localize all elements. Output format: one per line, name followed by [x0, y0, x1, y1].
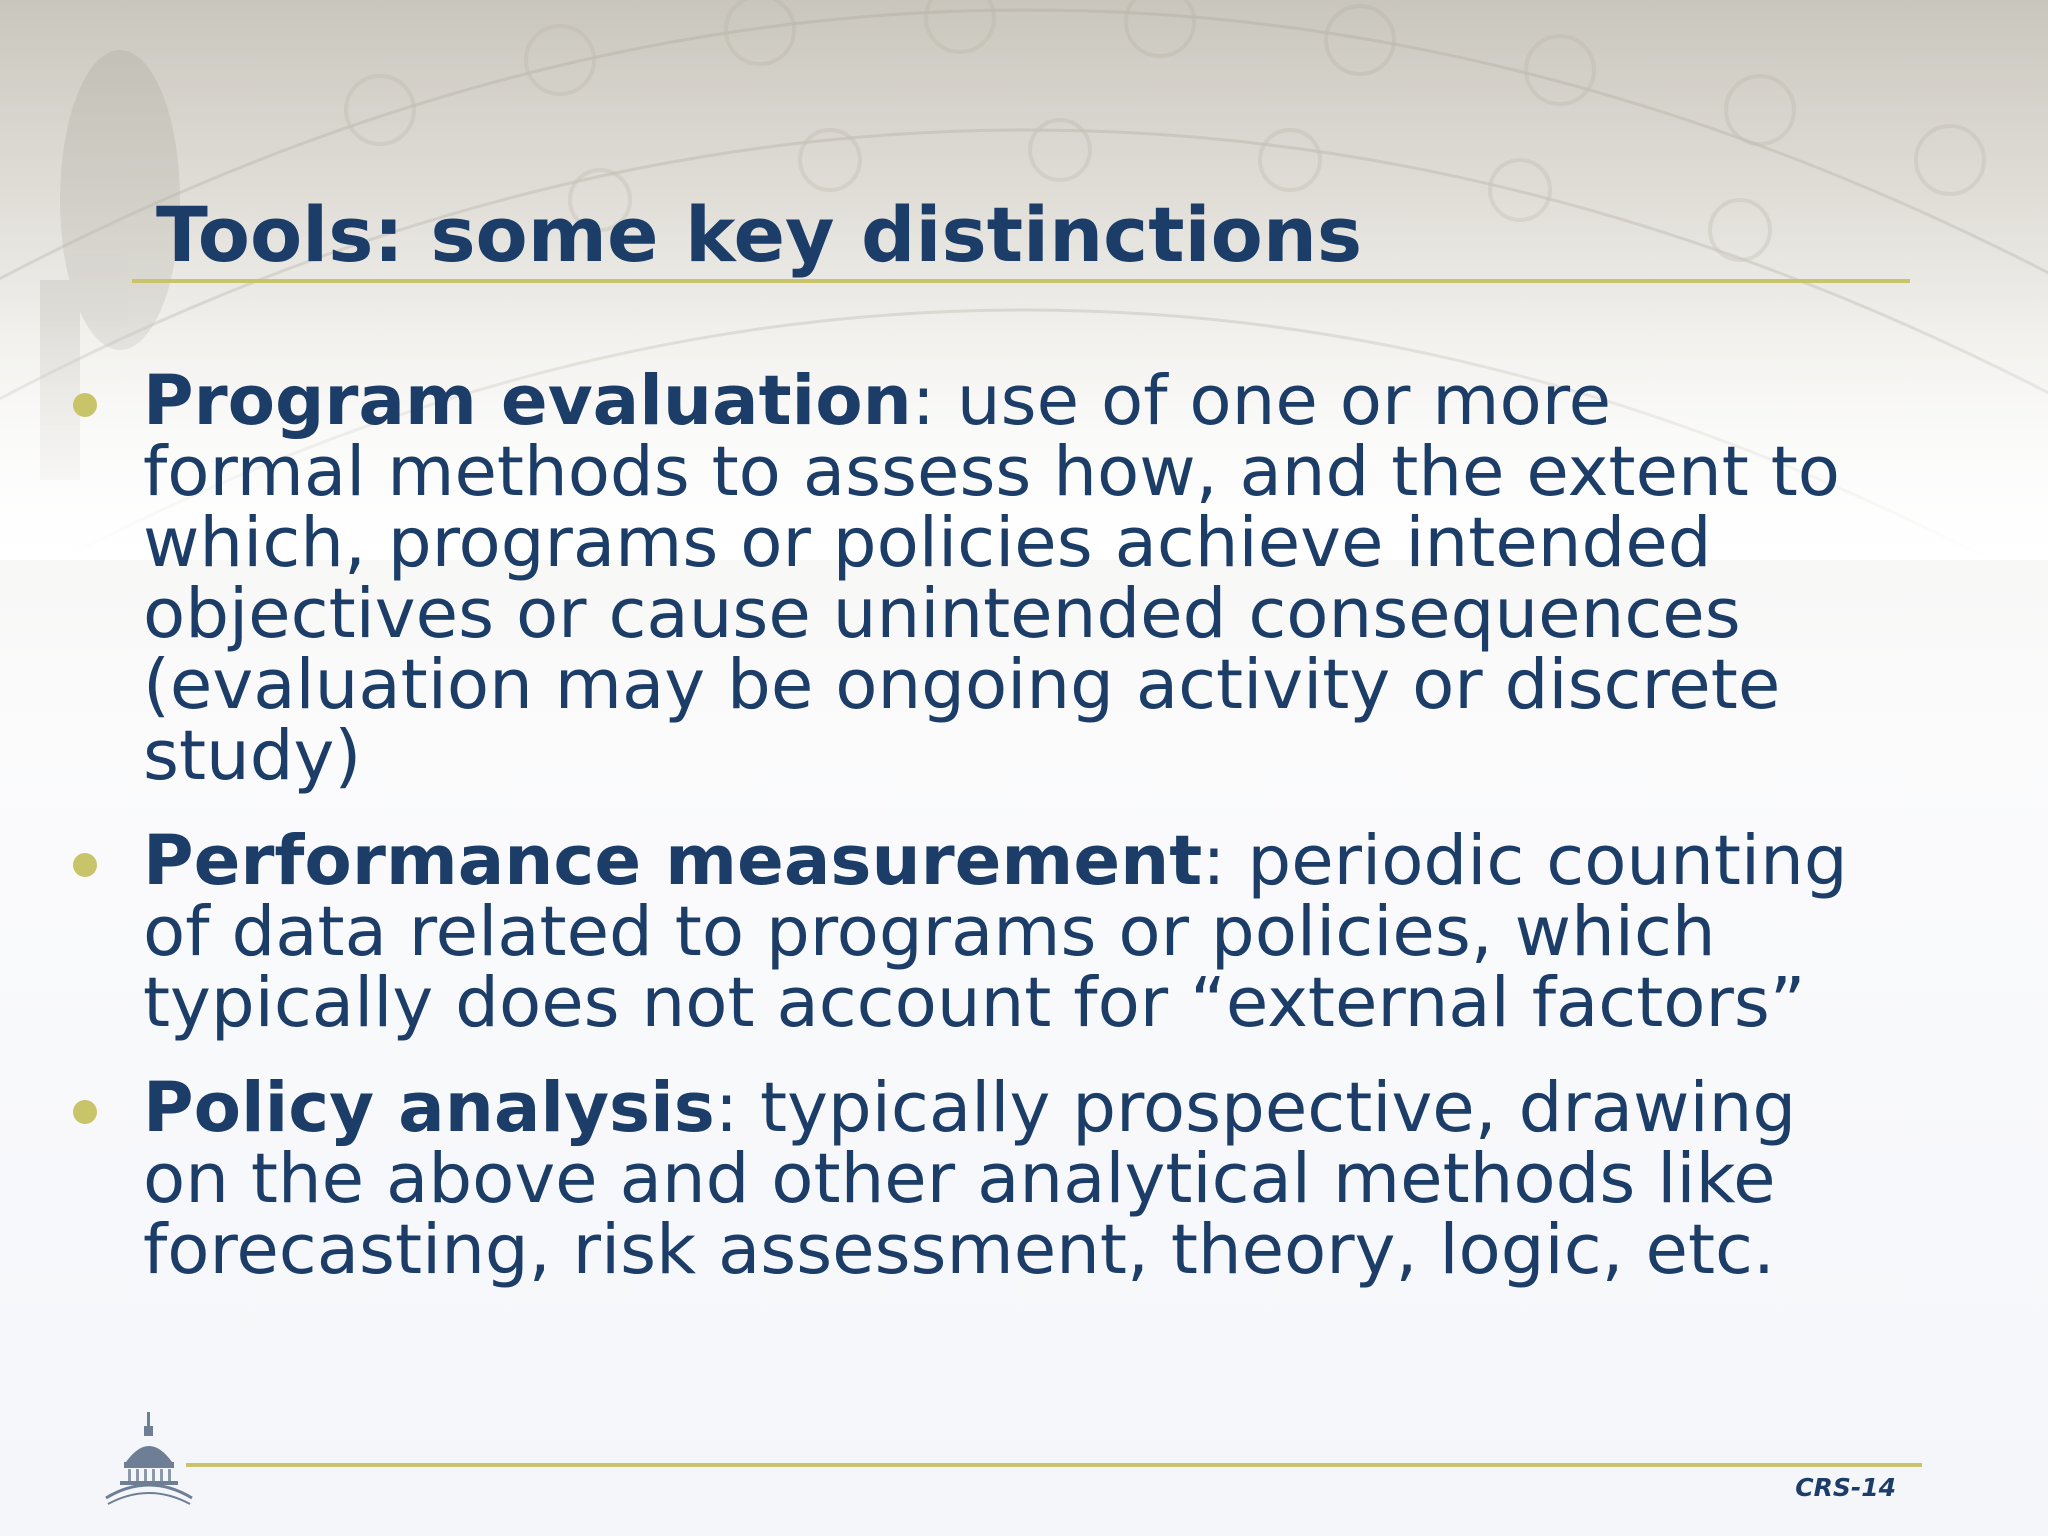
bullet-text: : use of one or more — [911, 361, 1612, 441]
bullet-dot-icon — [73, 853, 97, 877]
bullet-line: formal methods to assess how, and the extent to — [143, 432, 1841, 512]
bullet-text: : periodic counting — [1202, 821, 1848, 901]
bullet-item-performance-measurement — [0, 821, 2048, 1043]
bullet-item-program-evaluation — [0, 361, 2048, 796]
bullet-line: forecasting, risk assessment, theory, logic, etc. — [143, 1210, 1775, 1290]
bullet-dot-icon — [73, 1100, 97, 1124]
bullet-text: : typically prospective, drawing — [714, 1068, 1797, 1148]
bullet-line: typically does not account for “external factors” — [143, 963, 1806, 1043]
footer-divider — [186, 1463, 1922, 1467]
bullet-line: (evaluation may be ongoing activity or discrete — [143, 645, 1781, 725]
bullet-list — [0, 361, 2048, 1320]
bullet-line — [143, 361, 2008, 441]
bullet-line — [143, 821, 2008, 901]
bullet-item-policy-analysis — [0, 1068, 2048, 1290]
bullet-line: of data related to programs or policies, which — [143, 892, 1716, 972]
bullet-line — [143, 1068, 2008, 1148]
title-divider — [132, 279, 1910, 283]
bullet-line: objectives or cause unintended consequences — [143, 574, 1741, 654]
bullet-line: which, programs or policies achieve intended — [143, 503, 1712, 583]
bullet-term: Policy analysis — [143, 1068, 715, 1148]
bullet-dot-icon — [73, 393, 97, 417]
bullet-term: Performance measurement — [143, 821, 1203, 901]
bullet-line: on the above and other analytical methods like — [143, 1139, 1776, 1219]
bullet-term: Program evaluation — [143, 361, 912, 441]
slide-title: Tools: some key distinctions — [156, 190, 1363, 279]
page-number: CRS-14 — [1795, 1473, 1896, 1502]
capitol-dome-icon — [104, 1412, 194, 1508]
bullet-line: study) — [143, 716, 362, 796]
